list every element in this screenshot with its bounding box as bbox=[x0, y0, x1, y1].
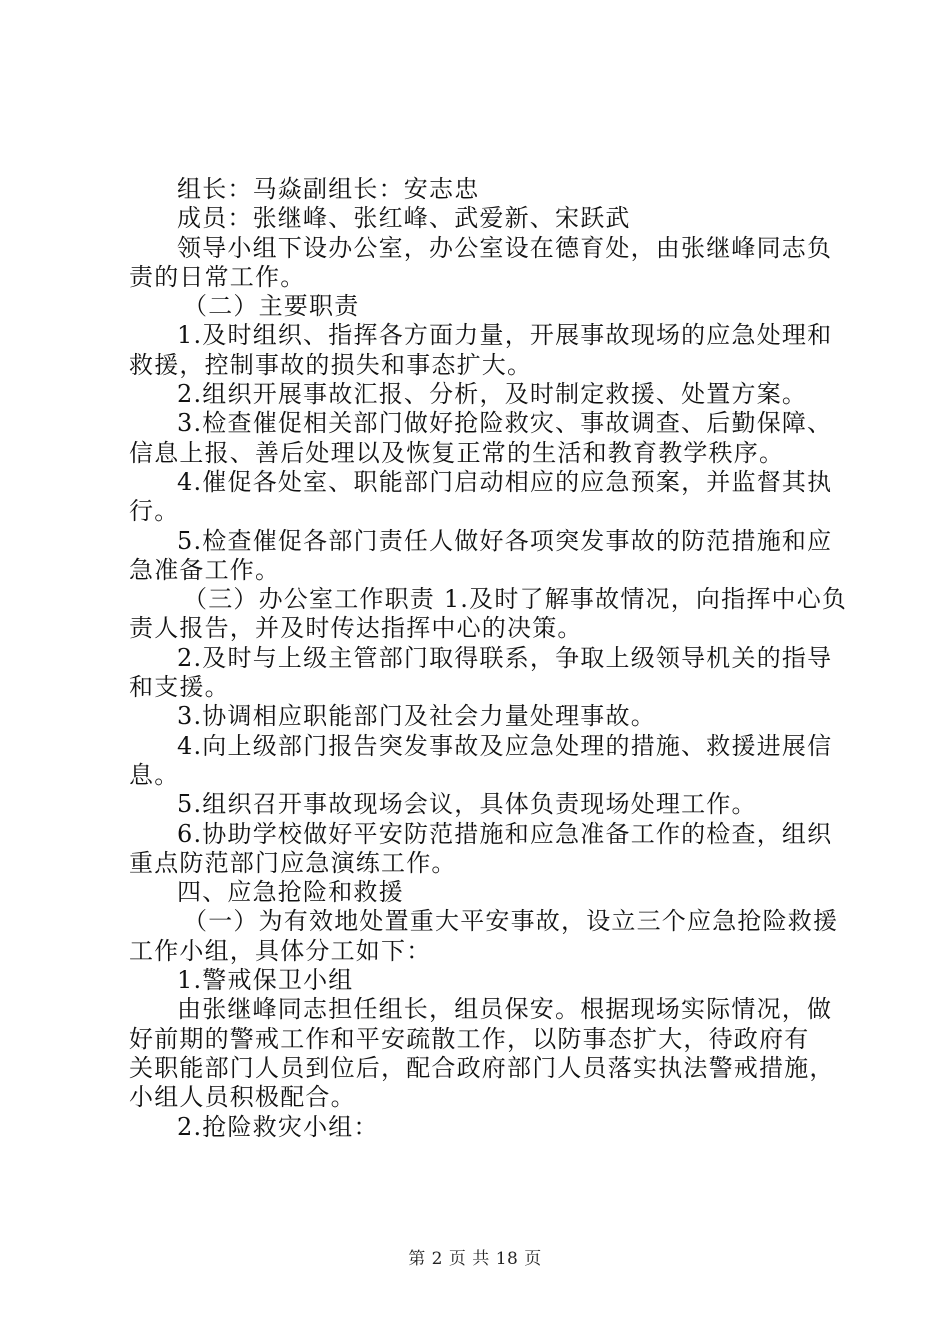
paragraph-line: 3.检查催促相关部门做好抢险救灾、事故调查、后勤保障、 bbox=[177, 409, 833, 438]
paragraph-line: 2.及时与上级主管部门取得联系，争取上级领导机关的指导 bbox=[177, 643, 833, 672]
paragraph-line: 和支援。 bbox=[129, 673, 230, 702]
paragraph-line: 1.及时组织、指挥各方面力量，开展事故现场的应急处理和 bbox=[177, 321, 833, 350]
paragraph-line: 2.组织开展事故汇报、分析，及时制定救援、处置方案。 bbox=[177, 380, 808, 409]
paragraph-line: 重点防范部门应急演练工作。 bbox=[129, 848, 457, 877]
paragraph-line: 小组人员积极配合。 bbox=[129, 1083, 356, 1112]
paragraph-line: 信息上报、善后处理以及恢复正常的生活和教育教学秩序。 bbox=[129, 438, 785, 467]
paragraph-line: 3.协调相应职能部门及社会力量处理事故。 bbox=[177, 702, 656, 731]
paragraph-line: 1.警戒保卫小组 bbox=[177, 966, 354, 995]
paragraph-line: 息。 bbox=[129, 760, 180, 789]
paragraph-line: 好前期的警戒工作和平安疏散工作，以防事态扩大，待政府有 bbox=[129, 1024, 810, 1053]
paragraph-line: 责人报告，并及时传达指挥中心的决策。 bbox=[129, 614, 583, 643]
paragraph-line: （二）主要职责 bbox=[183, 292, 360, 321]
paragraph-line: 救援，控制事故的损失和事态扩大。 bbox=[129, 350, 533, 379]
paragraph-line: 急准备工作。 bbox=[129, 555, 281, 584]
paragraph-line: 行。 bbox=[129, 497, 180, 526]
paragraph-line: 5.检查催促各部门责任人做好各项突发事故的防范措施和应 bbox=[177, 526, 833, 555]
paragraph-line: 领导小组下设办公室，办公室设在德育处，由张继峰同志负 bbox=[177, 233, 833, 262]
paragraph-line: 6.协助学校做好平安防范措施和应急准备工作的检查，组织 bbox=[177, 819, 833, 848]
paragraph-line: 4.催促各处室、职能部门启动相应的应急预案，并监督其执 bbox=[177, 467, 833, 496]
paragraph-line: （三）办公室工作职责 1.及时了解事故情况，向指挥中心负 bbox=[183, 585, 848, 614]
paragraph-line: 由张继峰同志担任组长，组员保安。根据现场实际情况，做 bbox=[177, 995, 833, 1024]
paragraph-line: 2.抢险救灾小组： bbox=[177, 1112, 379, 1141]
paragraph-line: 关职能部门人员到位后，配合政府部门人员落实执法警戒措施， bbox=[129, 1053, 835, 1082]
paragraph-line: 组长：马焱副组长：安志忠 bbox=[177, 175, 480, 203]
paragraph-line: （一）为有效地处置重大平安事故，设立三个应急抢险救援 bbox=[183, 907, 839, 936]
paragraph-line: 4.向上级部门报告突发事故及应急处理的措施、救援进展信 bbox=[177, 731, 833, 760]
paragraph-line: 四、应急抢险和救援 bbox=[177, 878, 404, 907]
paragraph-line: 责的日常工作。 bbox=[129, 262, 306, 291]
page-footer: 第 2 页 共 18 页 bbox=[408, 1249, 542, 1269]
paragraph-line: 工作小组，具体分工如下： bbox=[129, 936, 432, 965]
paragraph-line: 成员：张继峰、张红峰、武爱新、宋跃武 bbox=[177, 204, 631, 233]
document-body bbox=[129, 175, 848, 1142]
paragraph-line: 5.组织召开事故现场会议，具体负责现场处理工作。 bbox=[177, 790, 757, 819]
